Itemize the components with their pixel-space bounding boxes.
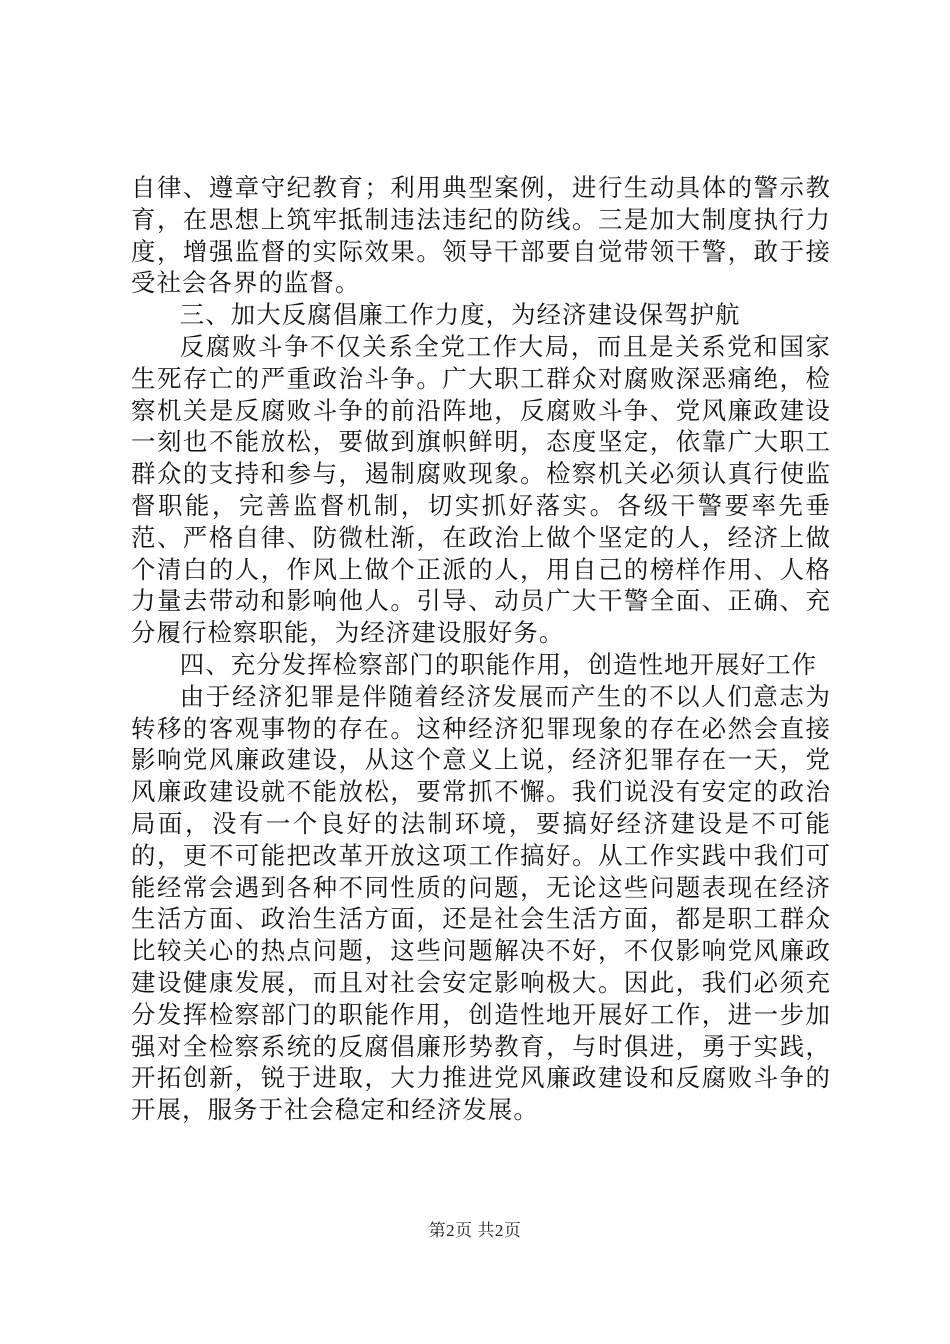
paragraph-continuation: 自律、遵章守纪教育；利用典型案例，进行生动具体的警示教育，在思想上筑牢抵制违法违纪的防线。三是加大制度执行力度，增强监督的实际效果。领导干部要自觉带领干警，敢于接受社会各界的监督。 (131, 173, 831, 298)
section-heading-4: 四、充分发挥检察部门的职能作用，创造性地开展好工作 (179, 649, 818, 679)
paragraph-section-3: 反腐败斗争不仅关系全党工作大局，而且是关系党和国家生死存亡的严重政治斗争。广大职工群众对腐败深恶痛绝，检察机关是反腐败斗争的前沿阵地，反腐败斗争、党风廉政建设一刻也不能放松，要做到旗帜鲜明，态度坚定，依靠广大职工群众的支持和参与，遏制腐败现象。检察机关必须认真行使监督职能，完善监督机制，切实抓好落实。各级干警要率先垂范、严格自律、防微杜渐，在政治上做个坚定的人，经济上做个清白的人，作风上做个正派的人，用自己的榜样作用、人格力量去带动和影响他人。引导、动员广大干警全面、正确、充分履行检察职能，为经济建设服好务。 (131, 331, 831, 648)
section-heading-3: 三、加大反腐倡廉工作力度，为经济建设保驾护航 (179, 300, 741, 330)
paragraph-section-4: 由于经济犯罪是伴随着经济发展而产生的不以人们意志为转移的客观事物的存在。这种经济犯罪现象的存在必然会直接影响党风廉政建设，从这个意义上说，经济犯罪存在一天，党风廉政建设就不能放松，要常抓不懈。我们说没有安定的政治局面，没有一个良好的法制环境，要搞好经济建设是不可能的，更不可能把改革开放这项工作搞好。从工作实践中我们可能经常会遇到各种不同性质的问题，无论这些问题表现在经济生活方面、政治生活方面，还是社会生活方面，都是职工群众比较关心的热点问题，这些问题解决不好，不仅影响党风廉政建设健康发展，而且对社会安定影响极大。因此，我们必须充分发挥检察部门的职能作用，创造性地开展好工作，进一步加强对全检察系统的反腐倡廉形势教育，与时俱进，勇于实践，开拓创新，锐于进取，大力推进党风廉政建设和反腐败斗争的开展，服务于社会稳定和经济发展。 (131, 681, 831, 1125)
document-body (131, 172, 831, 1126)
page-number-footer: 第2页 共2页 (428, 1221, 522, 1240)
